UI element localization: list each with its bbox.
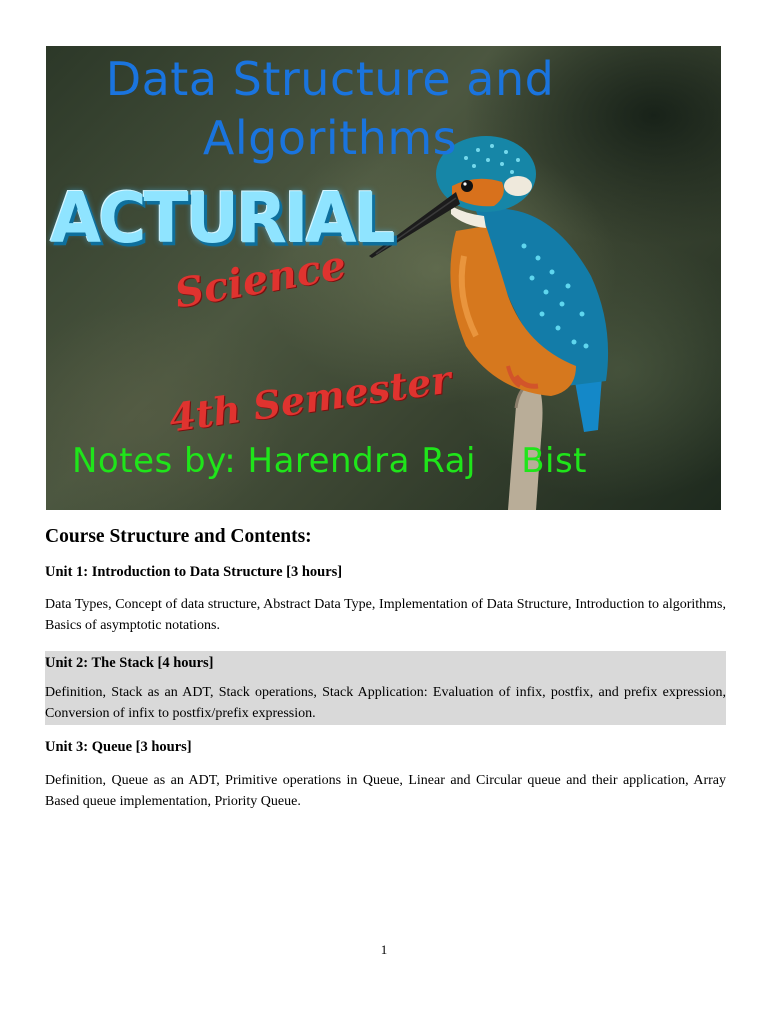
page-number: 1 — [380, 942, 388, 957]
cover-title-line-2: Algorithms — [202, 111, 458, 165]
course-content — [45, 522, 726, 812]
unit-title: Unit 3: Queue [3 hours] — [45, 739, 192, 755]
cover-title-line-1: Data Structure and — [105, 52, 555, 106]
section-heading: Course Structure and Contents: — [45, 526, 312, 547]
unit-block-2 — [45, 651, 726, 725]
unit-description: Definition, Queue as an ADT, Primitive operations in Queue, Linear and Circular queue and their application, Array Based queue implementation, Priority Queue. — [45, 773, 726, 809]
unit-description: Definition, Stack as an ADT, Stack operations, Stack Application: Evaluation of infix, postfix, and prefix expression, Conversion of infix to postfix/prefix expression. — [45, 685, 726, 721]
cover-image — [46, 46, 721, 510]
brand-logo-text: ACTURIAL — [50, 178, 393, 259]
unit-description: Data Types, Concept of data structure, Abstract Data Type, Implementation of Data Structure, Introduction to algorithms, Basics of asymptotic notations. — [45, 597, 726, 633]
unit-block-3 — [45, 735, 726, 812]
unit-block-1 — [45, 560, 726, 636]
brand-script-text: Science — [171, 241, 350, 318]
unit-title: Unit 2: The Stack [4 hours] — [45, 655, 214, 671]
unit-title: Unit 1: Introduction to Data Structure [3 hours] — [45, 564, 343, 580]
author-credit: Notes by: Harendra Raj Bist — [72, 441, 588, 481]
semester-label: 4th Semester — [166, 356, 454, 441]
